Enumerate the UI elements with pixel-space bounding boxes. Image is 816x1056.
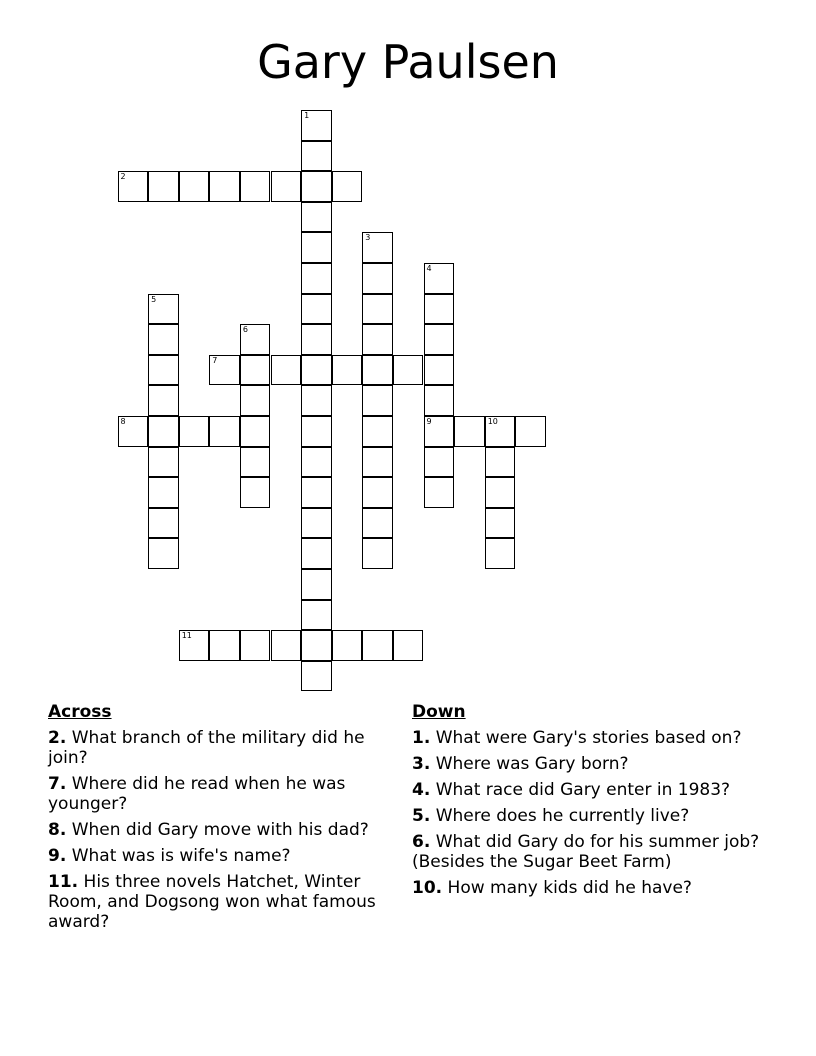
grid-cell[interactable] [301, 294, 332, 325]
grid-cell[interactable] [301, 232, 332, 263]
grid-cell[interactable] [301, 630, 332, 661]
grid-cell[interactable] [179, 630, 210, 661]
grid-cell[interactable] [301, 141, 332, 172]
grid-cell[interactable] [209, 416, 240, 447]
grid-cell[interactable] [301, 263, 332, 294]
clue-number: 4. [412, 780, 431, 800]
grid-cell[interactable] [301, 661, 332, 692]
clue-number: 10. [412, 878, 443, 898]
clue-number: 8. [48, 820, 67, 840]
grid-cell[interactable] [301, 171, 332, 202]
grid-cell[interactable] [240, 171, 271, 202]
grid-cell[interactable] [271, 171, 302, 202]
clue-number-label: 7 [212, 355, 218, 365]
clue-text: What race did Gary enter in 1983? [435, 780, 731, 800]
down-clue-6 [412, 832, 762, 872]
clue-number-label: 10 [487, 417, 498, 426]
clue-number: 11. [48, 872, 79, 892]
grid-cell[interactable] [424, 263, 455, 294]
grid-cell[interactable] [301, 202, 332, 233]
grid-cell[interactable] [485, 538, 516, 569]
grid-cell[interactable] [209, 630, 240, 661]
grid-cell[interactable] [148, 538, 179, 569]
grid-cell[interactable] [240, 355, 271, 386]
clue-text: Where did he read when he was younger? [48, 774, 346, 814]
grid-cell[interactable] [209, 355, 240, 386]
grid-cell[interactable] [362, 324, 393, 355]
grid-cell[interactable] [240, 447, 271, 478]
grid-cell[interactable] [424, 324, 455, 355]
clue-text: What branch of the military did he join? [48, 728, 365, 768]
clue-text: What were Gary's stories based on? [435, 728, 742, 748]
grid-cell[interactable] [209, 171, 240, 202]
clue-number-label: 11 [181, 631, 192, 641]
grid-cell[interactable] [118, 171, 149, 202]
grid-cell[interactable] [148, 447, 179, 478]
clue-number-label: 6 [242, 325, 248, 335]
grid-cell[interactable] [179, 171, 210, 202]
grid-cell[interactable] [271, 355, 302, 386]
grid-cell[interactable] [362, 538, 393, 569]
grid-cell[interactable] [301, 600, 332, 631]
grid-cell[interactable] [362, 263, 393, 294]
across-clue-8 [48, 820, 398, 840]
across-clues [48, 702, 398, 938]
grid-cell[interactable] [362, 232, 393, 263]
grid-cell[interactable] [362, 385, 393, 416]
grid-cell[interactable] [240, 324, 271, 355]
clue-number-label: 5 [151, 294, 157, 304]
grid-cell[interactable] [393, 355, 424, 386]
clue-text: What was is wife's name? [71, 846, 291, 866]
grid-cell[interactable] [362, 447, 393, 478]
across-clue-11 [48, 872, 398, 932]
clue-number-label: 4 [426, 264, 432, 273]
grid-cell[interactable] [332, 355, 363, 386]
grid-cell[interactable] [148, 477, 179, 508]
clue-number-label: 8 [120, 417, 126, 426]
grid-cell[interactable] [118, 416, 149, 447]
grid-cell[interactable] [148, 294, 179, 325]
across-heading: Across [48, 702, 112, 722]
clue-number: 7. [48, 774, 67, 794]
grid-cell[interactable] [271, 630, 302, 661]
grid-cell[interactable] [179, 416, 210, 447]
clue-text: When did Gary move with his dad? [71, 820, 369, 840]
down-clue-10 [412, 878, 762, 898]
grid-cell[interactable] [148, 508, 179, 539]
across-clue-7 [48, 774, 398, 814]
grid-cell[interactable] [485, 416, 516, 447]
clue-number-label: 3 [365, 233, 371, 243]
grid-cell[interactable] [424, 447, 455, 478]
grid-cell[interactable] [362, 355, 393, 386]
grid-cell[interactable] [424, 416, 455, 447]
across-clue-2 [48, 728, 398, 768]
down-clue-4 [412, 780, 762, 800]
clue-number-label: 9 [426, 417, 432, 426]
clue-text: Where does he currently live? [435, 806, 690, 826]
down-clue-5 [412, 806, 762, 826]
grid-cell[interactable] [148, 416, 179, 447]
clue-text: What did Gary do for his summer job? (Besides the Sugar Beet Farm) [412, 832, 760, 872]
grid-cell[interactable] [148, 355, 179, 386]
clue-number: 5. [412, 806, 431, 826]
grid-cell[interactable] [393, 630, 424, 661]
grid-cell[interactable] [301, 477, 332, 508]
grid-cell[interactable] [301, 538, 332, 569]
grid-cell[interactable] [301, 416, 332, 447]
page-title: Gary Paulsen [257, 35, 559, 89]
grid-cell[interactable] [332, 630, 363, 661]
grid-cell[interactable] [362, 477, 393, 508]
grid-cell[interactable] [301, 324, 332, 355]
down-heading: Down [412, 702, 466, 722]
grid-cell[interactable] [301, 569, 332, 600]
clue-number-label: 1 [304, 111, 310, 120]
grid-cell[interactable] [240, 416, 271, 447]
across-clue-9 [48, 846, 398, 866]
grid-cell[interactable] [424, 385, 455, 416]
grid-cell[interactable] [148, 171, 179, 202]
clue-text: His three novels Hatchet, Winter Room, and Dogsong won what famous award? [48, 872, 376, 932]
grid-cell[interactable] [424, 477, 455, 508]
clue-text: How many kids did he have? [447, 878, 692, 898]
grid-cell[interactable] [240, 385, 271, 416]
grid-cell[interactable] [240, 630, 271, 661]
grid-cell[interactable] [485, 447, 516, 478]
grid-cell[interactable] [485, 477, 516, 508]
grid-cell[interactable] [240, 477, 271, 508]
grid-cell[interactable] [301, 385, 332, 416]
clue-number: 1. [412, 728, 431, 748]
grid-cell[interactable] [485, 508, 516, 539]
grid-cell[interactable] [148, 385, 179, 416]
down-clue-3 [412, 754, 762, 774]
grid-cell[interactable] [362, 416, 393, 447]
grid-cell[interactable] [301, 110, 332, 141]
grid-cell[interactable] [332, 171, 363, 202]
grid-cell[interactable] [424, 294, 455, 325]
grid-cell[interactable] [148, 324, 179, 355]
grid-cell[interactable] [301, 355, 332, 386]
down-clue-1 [412, 728, 762, 748]
grid-cell[interactable] [362, 508, 393, 539]
grid-cell[interactable] [301, 508, 332, 539]
clue-number: 6. [412, 832, 431, 852]
clue-number: 3. [412, 754, 431, 774]
grid-cell[interactable] [301, 447, 332, 478]
grid-cell[interactable] [515, 416, 546, 447]
clue-number: 9. [48, 846, 67, 866]
down-clues [412, 702, 762, 904]
grid-cell[interactable] [424, 355, 455, 386]
grid-cell[interactable] [362, 294, 393, 325]
clue-number: 2. [48, 728, 67, 748]
clue-text: Where was Gary born? [435, 754, 629, 774]
grid-cell[interactable] [362, 630, 393, 661]
grid-cell[interactable] [454, 416, 485, 447]
clue-number-label: 2 [120, 172, 126, 182]
